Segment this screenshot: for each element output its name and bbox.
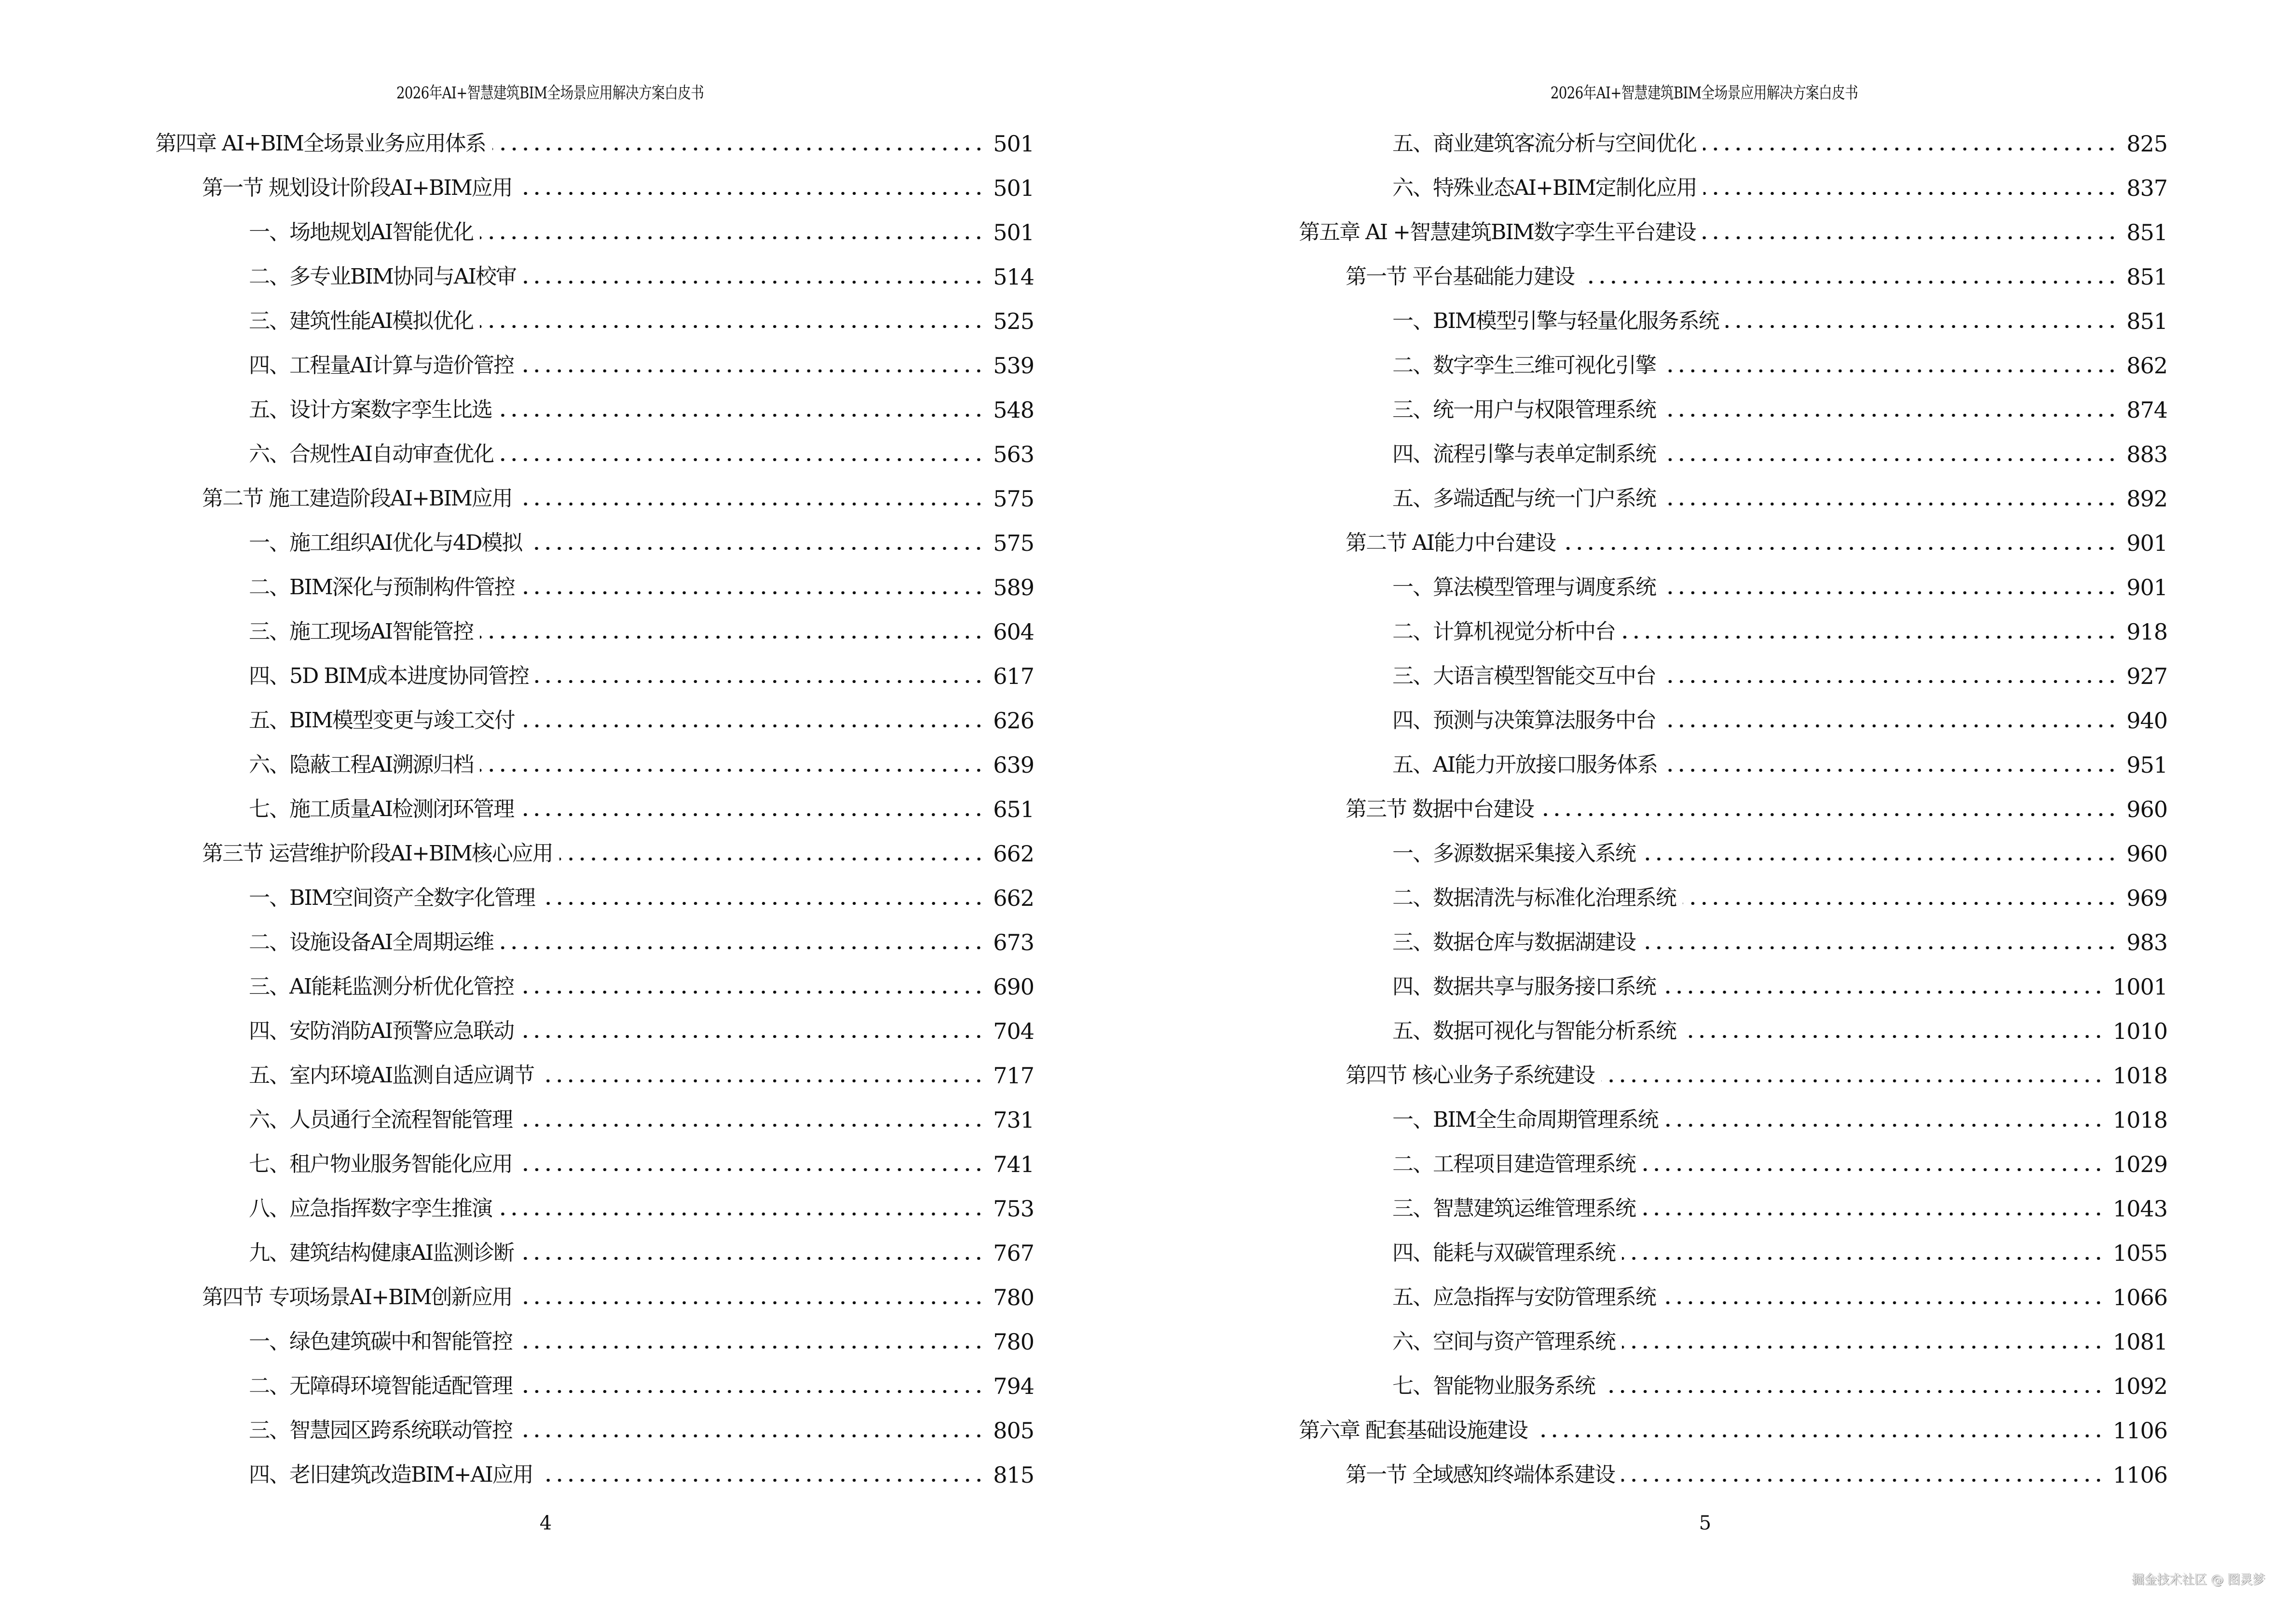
toc-entry-page-number: 604 <box>993 619 1034 645</box>
toc-entry-page-number: 1001 <box>2112 974 2167 1000</box>
toc-entry-title: 第四节 核心业务子系统建设 <box>1346 1063 1594 1088</box>
toc-entry-title: 六、空间与资产管理系统 <box>1392 1329 1615 1354</box>
dot-leader <box>1702 236 2118 239</box>
toc-entry-item[interactable] <box>155 743 1034 787</box>
toc-entry-item[interactable] <box>1299 654 2167 698</box>
toc-entry-section[interactable] <box>155 832 1034 876</box>
toc-entry-title: 第一节 平台基础能力建设 <box>1346 264 1574 289</box>
dot-leader <box>1622 636 2118 639</box>
toc-entry-title: 一、施工组织AI优化与4D模拟 <box>249 531 522 555</box>
dot-leader <box>559 858 984 860</box>
toc-entry-page-number: 1106 <box>2112 1462 2167 1488</box>
toc-entry-title: 二、无障碍环境智能适配管理 <box>249 1374 512 1398</box>
dot-leader <box>519 1301 984 1304</box>
toc-entry-page-number: 501 <box>993 131 1034 157</box>
toc-entry-item[interactable] <box>1299 565 2167 610</box>
toc-entry-page-number: 767 <box>993 1240 1034 1266</box>
dot-leader <box>520 1257 984 1260</box>
dot-leader <box>542 902 984 905</box>
toc-entry-title: 三、智慧建筑运维管理系统 <box>1392 1196 1635 1221</box>
toc-entry-page-number: 862 <box>2126 353 2167 379</box>
toc-entry-title: 第四节 专项场景AI+BIM创新应用 <box>202 1285 512 1310</box>
dot-leader <box>519 192 984 195</box>
toc-entry-item[interactable] <box>1299 166 2167 210</box>
toc-entry-item[interactable] <box>155 1009 1034 1053</box>
toc-entry-section[interactable] <box>1299 521 2167 565</box>
toc-entry-title: 六、特殊业态AI+BIM定制化应用 <box>1392 176 1697 200</box>
toc-entry-item[interactable] <box>1299 610 2167 654</box>
toc-entry-item[interactable] <box>155 1408 1034 1453</box>
toc-entry-page-number: 901 <box>2126 530 2167 556</box>
dot-leader <box>1662 724 2118 727</box>
toc-entry-title: 四、老旧建筑改造BIM+AI应用 <box>249 1462 533 1487</box>
toc-entry-title: 一、场地规划AI智能优化 <box>249 220 474 245</box>
toc-entry-title: 第一节 规划设计阶段AI+BIM应用 <box>202 176 512 200</box>
toc-entry-page-number: 731 <box>993 1107 1034 1133</box>
toc-entry-title: 五、AI能力开放接口服务体系 <box>1392 752 1658 777</box>
toc-entry-page-number: 901 <box>2126 574 2167 600</box>
toc-entry-item[interactable] <box>155 1142 1034 1187</box>
dot-leader <box>500 946 984 949</box>
toc-entry-chapter[interactable] <box>1299 1408 2167 1453</box>
toc-entry-page-number: 501 <box>993 175 1034 201</box>
toc-entry-page-number: 617 <box>993 663 1034 689</box>
dot-leader <box>1662 369 2118 372</box>
toc-entry-item[interactable] <box>155 1098 1034 1142</box>
toc-entry-page-number: 960 <box>2126 796 2167 822</box>
toc-entry-item[interactable] <box>155 388 1034 432</box>
toc-entry-title: 五、室内环境AI监测自适应调节 <box>249 1063 534 1088</box>
dot-leader <box>1642 858 2118 860</box>
dot-leader <box>1703 192 2118 195</box>
toc-entry-page-number: 662 <box>993 841 1034 867</box>
toc-entry-page-number: 837 <box>2126 175 2167 201</box>
dot-leader <box>1662 503 2118 505</box>
toc-entry-page-number: 1018 <box>2112 1107 2167 1133</box>
toc-entry-title: 第二节 施工建造阶段AI+BIM应用 <box>202 486 512 511</box>
dot-leader <box>520 813 984 816</box>
dot-leader <box>540 1479 984 1482</box>
toc-entry-page-number: 1055 <box>2112 1240 2167 1266</box>
toc-entry-page-number: 1092 <box>2112 1373 2167 1399</box>
toc-entry-section[interactable] <box>1299 787 2167 832</box>
toc-entry-page-number: 780 <box>993 1284 1034 1310</box>
toc-entry-page-number: 851 <box>2126 264 2167 290</box>
dot-leader <box>480 636 984 639</box>
toc-entry-title: 五、数据可视化与智能分析系统 <box>1392 1019 1676 1043</box>
toc-entry-page-number: 539 <box>993 353 1034 379</box>
toc-entry-page-number: 548 <box>993 397 1034 423</box>
toc-entry-page-number: 825 <box>2126 131 2167 157</box>
toc-entry-section[interactable] <box>155 1275 1034 1320</box>
toc-entry-item[interactable] <box>155 698 1034 743</box>
dot-leader <box>1683 902 2118 905</box>
toc-entry-title: 一、多源数据采集接入系统 <box>1392 841 1635 866</box>
toc-entry-item[interactable] <box>1299 299 2167 343</box>
toc-entry-item[interactable] <box>1299 1142 2167 1187</box>
dot-leader <box>492 148 984 150</box>
toc-entry-page-number: 626 <box>993 708 1034 734</box>
dot-leader <box>480 325 984 328</box>
dot-leader <box>1662 458 2118 461</box>
toc-entry-page-number: 1106 <box>2112 1418 2167 1444</box>
toc-entry-page-number: 704 <box>993 1018 1034 1044</box>
dot-leader <box>1642 1213 2104 1215</box>
toc-entry-item[interactable] <box>155 1053 1034 1098</box>
toc-entry-item[interactable] <box>155 1320 1034 1364</box>
dot-leader <box>499 414 984 417</box>
dot-leader <box>541 1079 984 1082</box>
toc-entry-chapter[interactable] <box>155 122 1034 166</box>
running-header: 2026年AI+智慧建筑BIM全场景应用解决方案白皮书 <box>396 83 704 103</box>
toc-entry-item[interactable] <box>155 965 1034 1009</box>
toc-entry-section[interactable] <box>155 477 1034 521</box>
toc-entry-item[interactable] <box>1299 343 2167 388</box>
toc-entry-page-number: 960 <box>2126 841 2167 867</box>
toc-entry-item[interactable] <box>1299 388 2167 432</box>
toc-entry-item[interactable] <box>155 787 1034 832</box>
toc-entry-page-number: 794 <box>993 1373 1034 1399</box>
dot-leader <box>1662 680 2118 683</box>
dot-leader <box>1622 1257 2104 1260</box>
toc-entry-title: 五、应急指挥与安防管理系统 <box>1392 1285 1656 1310</box>
toc-entry-title: 九、建筑结构健康AI监测诊断 <box>249 1241 514 1265</box>
toc-entry-item[interactable] <box>155 565 1034 610</box>
toc-entry-chapter[interactable] <box>1299 210 2167 255</box>
dot-leader <box>520 1035 984 1038</box>
toc-entry-item[interactable] <box>155 876 1034 920</box>
toc-entry-title: 五、多端适配与统一门户系统 <box>1392 486 1656 511</box>
toc-entry-title: 二、工程项目建造管理系统 <box>1392 1152 1635 1176</box>
toc-entry-page-number: 525 <box>993 308 1034 334</box>
dot-leader <box>1621 1479 2104 1482</box>
toc-entry-item[interactable] <box>1299 1275 2167 1320</box>
dot-leader <box>1642 946 2118 949</box>
toc-entry-title: 六、人员通行全流程智能管理 <box>249 1107 512 1132</box>
toc-entry-title: 第一节 全域感知终端体系建设 <box>1346 1462 1615 1487</box>
dot-leader <box>1662 591 2118 594</box>
dot-leader <box>523 281 984 284</box>
toc-entry-title: 一、BIM空间资产全数字化管理 <box>249 886 535 910</box>
toc-entry-title: 一、BIM模型引擎与轻量化服务系统 <box>1392 309 1719 333</box>
toc-entry-item[interactable] <box>155 521 1034 565</box>
toc-entry-title: 二、设施设备AI全周期运维 <box>249 930 494 955</box>
toc-entry-item[interactable] <box>1299 432 2167 477</box>
dot-leader <box>519 1124 984 1127</box>
dot-leader <box>1602 1390 2104 1393</box>
toc-entry-title: 第三节 运营维护阶段AI+BIM核心应用 <box>202 841 553 866</box>
toc-entry-page-number: 1010 <box>2112 1018 2167 1044</box>
toc-entry-item[interactable] <box>155 1231 1034 1275</box>
toc-entry-title: 三、施工现场AI智能管控 <box>249 619 474 644</box>
toc-page-right <box>1144 0 2287 1624</box>
dot-leader <box>1642 1168 2104 1171</box>
dot-leader <box>519 503 984 505</box>
dot-leader <box>1622 1346 2104 1349</box>
toc-entry-item[interactable] <box>155 920 1034 965</box>
toc-entry-title: 六、隐蔽工程AI溯源归档 <box>249 752 474 777</box>
dot-leader <box>1562 547 2118 550</box>
dot-leader <box>500 458 984 461</box>
toc-entry-item[interactable] <box>155 1187 1034 1231</box>
toc-entry-page-number: 1066 <box>2112 1284 2167 1310</box>
toc-entry-page-number: 717 <box>993 1063 1034 1089</box>
dot-leader <box>1665 1124 2104 1127</box>
toc-entry-title: 第六章 配套基础设施建设 <box>1299 1418 1527 1443</box>
toc-entry-title: 四、预测与决策算法服务中台 <box>1392 708 1656 733</box>
dot-leader <box>1662 414 2118 417</box>
table-of-contents <box>155 122 1034 1497</box>
toc-entry-title: 七、智能物业服务系统 <box>1392 1374 1595 1398</box>
toc-entry-item[interactable] <box>1299 122 2167 166</box>
toc-entry-page-number: 851 <box>2126 308 2167 334</box>
toc-entry-title: 三、数据仓库与数据湖建设 <box>1392 930 1635 955</box>
dot-leader <box>1662 1301 2104 1304</box>
toc-entry-item[interactable] <box>155 432 1034 477</box>
toc-entry-title: 三、建筑性能AI模拟优化 <box>249 309 474 333</box>
toc-entry-title: 四、能耗与双碳管理系统 <box>1392 1241 1615 1265</box>
dot-leader <box>1683 1035 2104 1038</box>
dot-leader <box>519 1390 984 1393</box>
toc-entry-page-number: 951 <box>2126 752 2167 778</box>
toc-entry-item[interactable] <box>155 210 1034 255</box>
toc-entry-title: 一、BIM全生命周期管理系统 <box>1392 1107 1658 1132</box>
toc-entry-title: 五、商业建筑客流分析与空间优化 <box>1392 131 1696 156</box>
watermark: 掘金技术社区 @ 图灵梦 <box>2132 1573 2265 1587</box>
toc-entry-title: 六、合规性AI自动审查优化 <box>249 442 494 466</box>
toc-entry-page-number: 651 <box>993 796 1034 822</box>
toc-entry-item[interactable] <box>1299 920 2167 965</box>
dot-leader <box>519 1346 984 1349</box>
toc-entry-page-number: 883 <box>2126 441 2167 467</box>
toc-entry-item[interactable] <box>155 654 1034 698</box>
toc-entry-title: 四、工程量AI计算与造价管控 <box>249 353 514 378</box>
dot-leader <box>1601 1079 2104 1082</box>
dot-leader <box>521 591 984 594</box>
dot-leader <box>1664 769 2118 772</box>
toc-entry-title: 第四章 AI+BIM全场景业务应用体系 <box>155 131 486 156</box>
toc-entry-title: 一、绿色建筑碳中和智能管控 <box>249 1329 512 1354</box>
page-number: 4 <box>539 1512 552 1534</box>
dot-leader <box>1540 813 2118 816</box>
toc-entry-item[interactable] <box>155 610 1034 654</box>
toc-entry-item[interactable] <box>1299 832 2167 876</box>
toc-entry-page-number: 1043 <box>2112 1196 2167 1222</box>
toc-entry-page-number: 690 <box>993 974 1034 1000</box>
toc-entry-title: 第五章 AI +智慧建筑BIM数字孪生平台建设 <box>1299 220 1696 245</box>
toc-entry-page-number: 639 <box>993 752 1034 778</box>
toc-entry-item[interactable] <box>1299 698 2167 743</box>
dot-leader <box>520 991 984 994</box>
toc-entry-section[interactable] <box>1299 1053 2167 1098</box>
toc-entry-section[interactable] <box>1299 255 2167 299</box>
toc-entry-page-number: 753 <box>993 1196 1034 1222</box>
dot-leader <box>520 369 984 372</box>
dot-leader <box>1726 325 2118 328</box>
toc-entry-page-number: 940 <box>2126 708 2167 734</box>
toc-entry-page-number: 589 <box>993 574 1034 600</box>
toc-entry-item[interactable] <box>155 1453 1034 1497</box>
toc-entry-section[interactable] <box>1299 1453 2167 1497</box>
toc-entry-title: 七、租户物业服务智能化应用 <box>249 1152 512 1176</box>
dot-leader <box>480 236 984 239</box>
toc-entry-item[interactable] <box>1299 1098 2167 1142</box>
dot-leader <box>519 1168 984 1171</box>
toc-entry-page-number: 892 <box>2126 486 2167 512</box>
toc-entry-title: 第二节 AI能力中台建设 <box>1346 531 1556 555</box>
dot-leader <box>535 680 984 683</box>
toc-entry-page-number: 815 <box>993 1462 1034 1488</box>
toc-entry-section[interactable] <box>155 166 1034 210</box>
toc-entry-title: 三、大语言模型智能交互中台 <box>1392 664 1656 688</box>
toc-entry-title: 二、数据清洗与标准化治理系统 <box>1392 886 1676 910</box>
toc-entry-title: 二、BIM深化与预制构件管控 <box>249 575 515 600</box>
toc-entry-item[interactable] <box>1299 876 2167 920</box>
toc-entry-title: 二、多专业BIM协同与AI校审 <box>249 264 516 289</box>
toc-entry-item[interactable] <box>1299 965 2167 1009</box>
toc-entry-title: 四、安防消防AI预警应急联动 <box>249 1019 514 1043</box>
dot-leader <box>519 1434 984 1437</box>
toc-entry-item[interactable] <box>1299 1320 2167 1364</box>
dot-leader <box>1534 1434 2104 1437</box>
toc-entry-title: 二、计算机视觉分析中台 <box>1392 619 1615 644</box>
toc-entry-title: 五、BIM模型变更与竣工交付 <box>249 708 515 733</box>
dot-leader <box>1581 281 2118 284</box>
dot-leader <box>1662 991 2104 994</box>
table-of-contents <box>1299 122 2167 1497</box>
toc-entry-page-number: 927 <box>2126 663 2167 689</box>
toc-entry-item[interactable] <box>1299 1231 2167 1275</box>
toc-entry-page-number: 983 <box>2126 929 2167 955</box>
toc-entry-page-number: 563 <box>993 441 1034 467</box>
dot-leader <box>529 547 984 550</box>
toc-entry-page-number: 673 <box>993 929 1034 955</box>
toc-entry-page-number: 575 <box>993 486 1034 512</box>
dot-leader <box>499 1213 984 1215</box>
toc-entry-title: 一、算法模型管理与调度系统 <box>1392 575 1656 600</box>
toc-entry-page-number: 1081 <box>2112 1329 2167 1355</box>
toc-entry-item[interactable] <box>1299 1187 2167 1231</box>
toc-entry-title: 四、5D BIM成本进度协同管控 <box>249 664 529 688</box>
dot-leader <box>1703 148 2118 150</box>
toc-entry-page-number: 874 <box>2126 397 2167 423</box>
toc-entry-item[interactable] <box>155 255 1034 299</box>
toc-entry-page-number: 501 <box>993 219 1034 246</box>
toc-entry-item[interactable] <box>155 299 1034 343</box>
running-header: 2026年AI+智慧建筑BIM全场景应用解决方案白皮书 <box>1550 83 1858 103</box>
toc-entry-item[interactable] <box>1299 477 2167 521</box>
toc-entry-item[interactable] <box>1299 743 2167 787</box>
toc-entry-page-number: 780 <box>993 1329 1034 1355</box>
toc-entry-page-number: 741 <box>993 1151 1034 1177</box>
toc-entry-page-number: 662 <box>993 885 1034 911</box>
toc-entry-title: 七、施工质量AI检测闭环管理 <box>249 797 514 821</box>
toc-entry-item[interactable] <box>155 343 1034 388</box>
toc-entry-item[interactable] <box>1299 1364 2167 1408</box>
toc-entry-page-number: 575 <box>993 530 1034 556</box>
toc-entry-title: 四、数据共享与服务接口系统 <box>1392 974 1656 999</box>
toc-entry-title: 二、数字孪生三维可视化引擎 <box>1392 353 1656 378</box>
toc-entry-title: 四、流程引擎与表单定制系统 <box>1392 442 1656 466</box>
toc-entry-title: 五、设计方案数字孪生比选 <box>249 397 492 422</box>
toc-entry-page-number: 514 <box>993 264 1034 290</box>
toc-entry-page-number: 1029 <box>2112 1151 2167 1177</box>
toc-entry-title: 第三节 数据中台建设 <box>1346 797 1534 821</box>
toc-entry-page-number: 851 <box>2126 219 2167 246</box>
dot-leader <box>480 769 984 772</box>
toc-entry-title: 三、智慧园区跨系统联动管控 <box>249 1418 512 1443</box>
toc-entry-page-number: 1018 <box>2112 1063 2167 1089</box>
toc-entry-title: 三、统一用户与权限管理系统 <box>1392 397 1656 422</box>
toc-entry-page-number: 969 <box>2126 885 2167 911</box>
toc-entry-item[interactable] <box>1299 1009 2167 1053</box>
toc-entry-title: 三、AI能耗监测分析优化管控 <box>249 974 514 999</box>
toc-entry-title: 八、应急指挥数字孪生推演 <box>249 1196 492 1221</box>
page-number: 5 <box>1699 1512 1712 1534</box>
toc-entry-page-number: 805 <box>993 1418 1034 1444</box>
dot-leader <box>521 724 984 727</box>
toc-entry-item[interactable] <box>155 1364 1034 1408</box>
toc-entry-page-number: 918 <box>2126 619 2167 645</box>
